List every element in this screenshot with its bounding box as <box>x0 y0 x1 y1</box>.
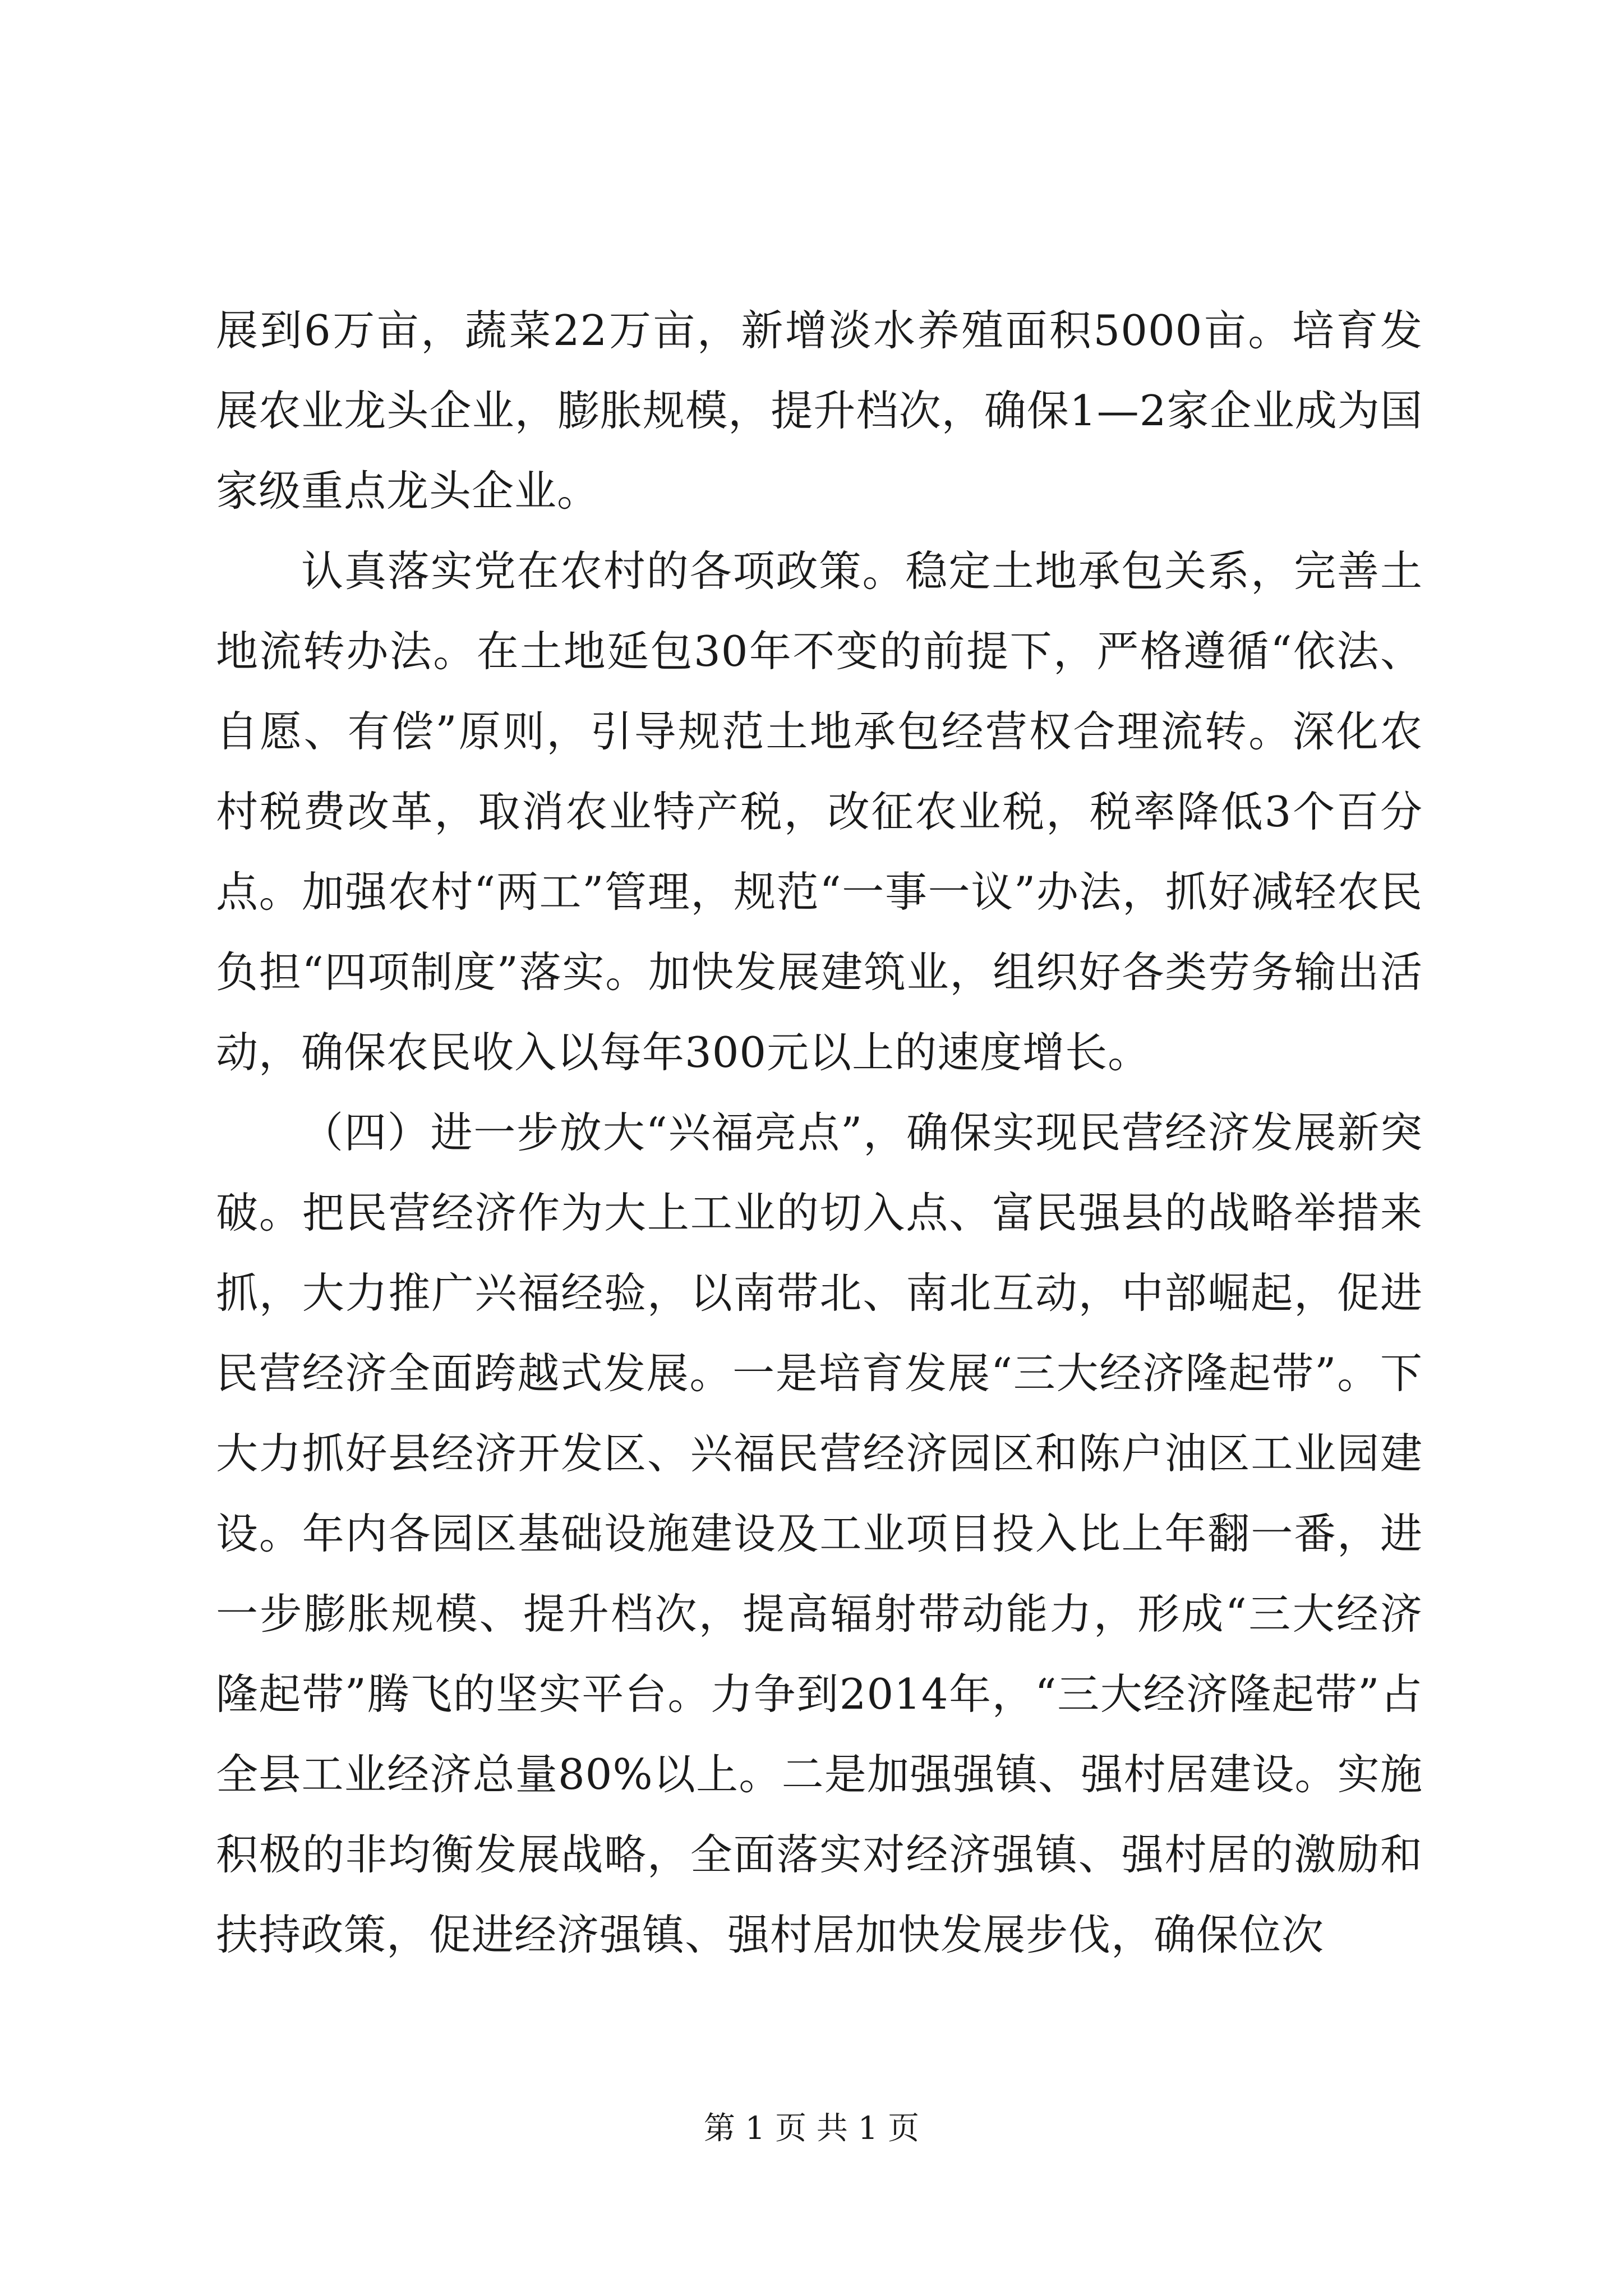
page-footer: 第 1 页 共 1 页 <box>703 2110 920 2147</box>
paragraph: 认真落实党在农村的各项政策。稳定土地承包关系，完善土地流转办法。在土地延包30年不变的前提下，严格遵循“依法、自愿、有偿”原则，引导规范土地承包经营权合理流转。深化农村税费改革，取消农业特产税，改征农业税，税率降低3个百分点。加强农村“两工”管理，规范“一事一议”办法，抓好减轻农民负担“四项制度”落实。加快发展建筑业，组织好各类劳务输出活动，确保农民收入以每年300元以上的速度增长。 <box>216 546 1423 1077</box>
document-body <box>216 291 1423 1975</box>
paragraph: 展到6万亩，蔬菜22万亩，新增淡水养殖面积5000亩。培育发展农业龙头企业，膨胀规模，提升档次，确保1—2家企业成为国家级重点龙头企业。 <box>216 306 1423 516</box>
paragraph: （四）进一步放大“兴福亮点”，确保实现民营经济发展新突破。把民营经济作为大上工业的切入点、富民强县的战略举措来抓，大力推广兴福经验，以南带北、南北互动，中部崛起，促进民营经济全面跨越式发展。一是培育发展“三大经济隆起带”。下大力抓好县经济开发区、兴福民营经济园区和陈户油区工业园建设。年内各园区基础设施建设及工业项目投入比上年翻一番，进一步膨胀规模、提升档次，提高辐射带动能力，形成“三大经济隆起带”腾飞的坚实平台。力争到2014年，“三大经济隆起带”占全县工业经济总量80%以上。二是加强强镇、强村居建设。实施积极的非均衡发展战略，全面落实对经济强镇、强村居的激励和扶持政策，促进经济强镇、强村居加快发展步伐，确保位次 <box>216 1108 1423 1959</box>
